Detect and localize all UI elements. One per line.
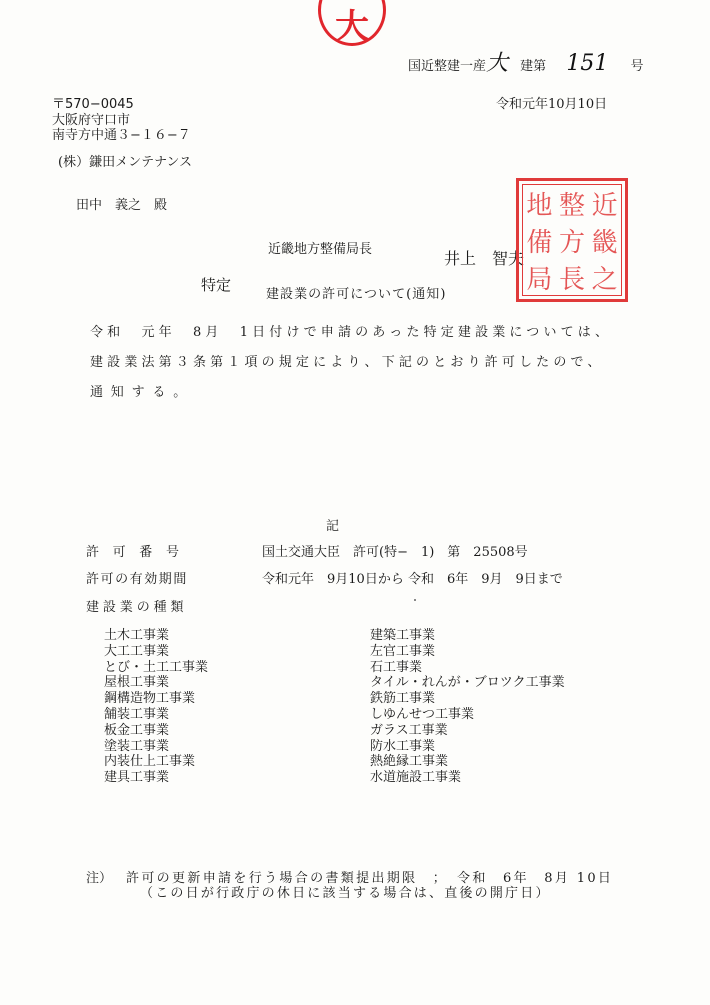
permit-number-label: 許可番号 bbox=[86, 545, 193, 560]
types-list-left bbox=[104, 628, 208, 786]
reference-prefix: 国近整建一産 bbox=[408, 59, 487, 74]
sender-name: 井上 智夫 bbox=[444, 249, 525, 268]
reference-handwritten-1: 大 bbox=[486, 51, 509, 76]
note-prefix: 注） bbox=[86, 871, 113, 886]
list-item: 建具工事業 bbox=[104, 770, 170, 786]
list-item: 鋼構造物工事業 bbox=[104, 691, 196, 707]
speck-mark bbox=[414, 599, 416, 601]
list-item: 大工工事業 bbox=[104, 643, 170, 659]
list-item: ガラス工事業 bbox=[370, 722, 448, 738]
issue-date: 令和元年10月10日 bbox=[496, 97, 608, 112]
top-seal-stamp bbox=[318, 0, 386, 46]
list-item: 土木工事業 bbox=[104, 628, 170, 643]
construction-types-label: 建設業の種類 bbox=[86, 600, 188, 615]
top-seal-char: 大 bbox=[335, 7, 369, 47]
list-item: 舗装工事業 bbox=[104, 706, 170, 722]
company-name: (株）鎌田メンテナンス bbox=[58, 155, 193, 170]
address-line-1: 大阪府守口市 bbox=[52, 113, 131, 128]
note-line-2: （この日が行政庁の休日に該当する場合は、直後の開庁日） bbox=[140, 886, 551, 901]
list-item: 建築工事業 bbox=[370, 628, 436, 643]
list-item: 左官工事業 bbox=[370, 643, 436, 659]
reference-mid: 建第 bbox=[520, 59, 547, 74]
ki-heading: 記 bbox=[326, 519, 340, 534]
list-item: 熱絶縁工事業 bbox=[370, 754, 449, 770]
list-item: とび・土工工事業 bbox=[104, 659, 209, 675]
note-line-1: 許可の更新申請を行う場合の書類提出期限 ； 令和 6年 8月 10日 bbox=[126, 871, 614, 886]
list-item: 内装仕上工事業 bbox=[104, 754, 196, 770]
list-item: 鉄筋工事業 bbox=[370, 691, 436, 707]
body-line-3: 通知する。 bbox=[90, 385, 195, 400]
official-square-seal: 地 整 近 備 方 畿 局 長 之 bbox=[516, 178, 628, 302]
recipient-name: 田中 義之 殿 bbox=[76, 198, 168, 213]
list-item: 石工事業 bbox=[370, 659, 423, 675]
list-item: 屋根工事業 bbox=[104, 675, 170, 691]
body-line-1: 令和 元年 8月 1日付けで申請のあった特定建設業については、 bbox=[90, 325, 613, 340]
body-line-2: 建設業法第３条第１項の規定により、下記のとおり許可したので、 bbox=[90, 355, 605, 370]
validity-period-label: 許可の有効期間 bbox=[86, 572, 188, 587]
list-item: 塗装工事業 bbox=[104, 738, 170, 754]
list-item: タイル・れんが・ブロツク工事業 bbox=[370, 675, 565, 691]
reference-number bbox=[408, 46, 643, 77]
list-item: 水道施設工事業 bbox=[370, 770, 462, 786]
reference-suffix: 号 bbox=[630, 59, 644, 74]
sender-title: 近畿地方整備局長 bbox=[268, 242, 373, 257]
validity-period-value: 令和元年 9月10日から 令和 6年 9月 9日まで bbox=[262, 572, 563, 587]
subject-prefix: 特定 bbox=[201, 276, 232, 294]
types-list-right bbox=[370, 628, 565, 786]
list-item: 板金工事業 bbox=[104, 722, 170, 738]
list-item: 防水工事業 bbox=[370, 738, 436, 754]
list-item: しゆんせつ工事業 bbox=[370, 706, 475, 722]
postal-code: 〒570−0045 bbox=[52, 97, 134, 112]
permit-number-value: 国土交通大臣 許可(特− 1) 第 25508号 bbox=[262, 545, 528, 560]
reference-handwritten-2: 151 bbox=[566, 51, 609, 76]
address-line-2: 南寺方中通３−１６−７ bbox=[52, 128, 191, 143]
subject-title: 建設業の許可について(通知) bbox=[266, 287, 447, 302]
